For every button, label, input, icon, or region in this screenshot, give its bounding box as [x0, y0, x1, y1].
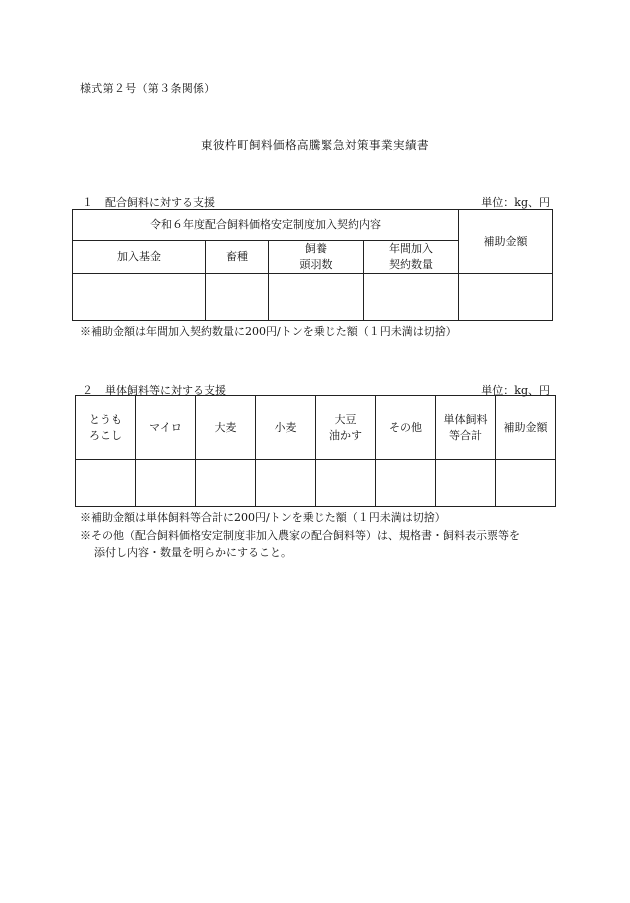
document-title: 東彼杵町飼料価格高騰緊急対策事業実績書 — [201, 138, 429, 152]
section2-subsidy-cell[interactable] — [496, 460, 556, 507]
section2-number: ２ — [82, 384, 93, 397]
head-count-header — [269, 241, 364, 274]
corn-cell[interactable] — [76, 460, 136, 507]
soybean-meal-header — [316, 396, 376, 460]
section1-heading — [82, 194, 215, 210]
fund-header: 加入基金 — [73, 241, 206, 274]
head-count-header-line1: 飼養 — [305, 242, 327, 255]
section2-unit: 単位：kg、円 — [481, 384, 550, 397]
fund-cell[interactable] — [73, 274, 206, 321]
corn-header — [76, 396, 136, 460]
soybean-meal-cell[interactable] — [316, 460, 376, 507]
annual-contract-header-line2: 契約数量 — [389, 258, 433, 271]
soybean-meal-header-line1: 大豆 — [334, 412, 357, 426]
soybean-meal-header-line2: 油かす — [329, 428, 362, 442]
wheat-header-line1: 小麦 — [274, 420, 297, 434]
contract-group-header: 令和６年度配合飼料価格安定制度加入契約内容 — [73, 210, 459, 241]
section2-title: 単体飼料等に対する支援 — [105, 384, 226, 397]
other-cell[interactable] — [376, 460, 436, 507]
milo-header-line1: マイロ — [149, 420, 182, 434]
section1-unit: 単位：kg、円 — [481, 196, 550, 209]
single-feed-total-header-line1: 単体飼料 — [443, 412, 488, 426]
livestock-type-header: 畜種 — [206, 241, 269, 274]
section1-header — [82, 194, 550, 210]
section1-note: ※補助金額は年間加入契約数量に200円/トンを乗じた額（１円未満は切捨） — [80, 325, 457, 338]
single-feed-total-header-line2: 等合計 — [449, 428, 482, 442]
corn-header-line2: ろこし — [89, 428, 122, 442]
annual-contract-header-line1: 年間加入 — [389, 242, 433, 255]
subsidy-amount-header: 補助金額 — [459, 210, 553, 274]
section2-note1: ※補助金額は単体飼料等合計に200円/トンを乗じた額（１円未満は切捨） — [80, 511, 446, 524]
section1-title: 配合飼料に対する支援 — [105, 196, 215, 209]
section2-note2 — [80, 527, 560, 561]
milo-cell[interactable] — [136, 460, 196, 507]
single-feed-total-cell[interactable] — [436, 460, 496, 507]
other-header-line1: その他 — [389, 420, 422, 434]
livestock-type-cell[interactable] — [206, 274, 269, 321]
other-header — [376, 396, 436, 460]
section1-number: １ — [82, 196, 93, 209]
barley-cell[interactable] — [196, 460, 256, 507]
section1-table — [72, 209, 553, 321]
barley-header-line1: 大麦 — [214, 420, 237, 434]
corn-header-line1: とうも — [89, 412, 122, 426]
subsidy-amount-cell[interactable] — [459, 274, 553, 321]
section2-subsidy-header-line1: 補助金額 — [503, 420, 548, 434]
section2-table — [75, 395, 556, 507]
wheat-cell[interactable] — [256, 460, 316, 507]
barley-header — [196, 396, 256, 460]
section2-subsidy-header — [496, 396, 556, 460]
annual-contract-cell[interactable] — [364, 274, 459, 321]
form-number: 様式第２号（第３条関係） — [80, 82, 216, 95]
head-count-header-line2: 頭羽数 — [299, 258, 333, 271]
annual-contract-header — [364, 241, 459, 274]
section2-note2-line1: ※その他（配合飼料価格安定制度非加入農家の配合飼料等）は、規格書・飼料表示票等を — [80, 529, 520, 542]
head-count-cell[interactable] — [269, 274, 364, 321]
wheat-header — [256, 396, 316, 460]
section2-note2-line2: 添付し内容・数量を明らかにすること。 — [94, 546, 292, 559]
single-feed-total-header — [436, 396, 496, 460]
milo-header — [136, 396, 196, 460]
